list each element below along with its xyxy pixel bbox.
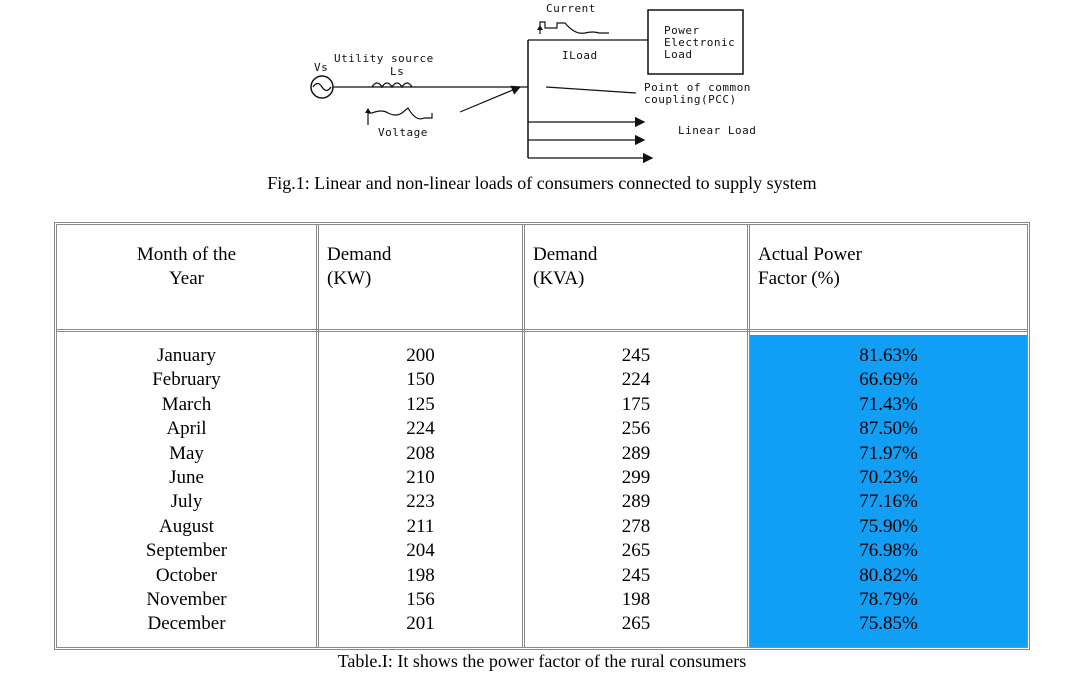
cell-kva: 289 — [621, 442, 651, 464]
header-power-factor: Actual Power Factor (%) — [758, 244, 862, 289]
ac-source-symbol — [311, 76, 333, 98]
cell-month: November — [146, 589, 227, 611]
circuit-diagram — [0, 0, 1068, 170]
cell-month: May — [169, 442, 204, 464]
ls-label: Ls — [390, 65, 405, 78]
pcc-label: Point of common coupling(PCC) — [644, 81, 751, 106]
utility-source-label: Utility source — [334, 52, 434, 65]
cell-month: January — [156, 345, 217, 366]
current-label: Current — [546, 2, 596, 15]
cell-month: April — [166, 418, 207, 440]
cell-kva: 289 — [621, 491, 651, 513]
cell-kva: 175 — [621, 393, 651, 415]
voltage-waveform — [368, 108, 432, 125]
cell-pf: 80.82% — [859, 564, 918, 586]
cell-kw: 200 — [406, 345, 435, 366]
cell-month: August — [159, 515, 214, 537]
cell-pf: 75.85% — [859, 613, 918, 635]
cell-pf: 70.23% — [859, 467, 918, 489]
cell-kw: 156 — [406, 589, 435, 611]
cell-month: March — [161, 393, 212, 415]
month-column — [57, 344, 316, 637]
cell-pf: 87.50% — [859, 418, 918, 440]
current-waveform — [540, 22, 609, 34]
figure-caption: Fig.1: Linear and non-linear loads of consumers connected to supply system — [267, 173, 817, 193]
pcc-pointer — [546, 87, 636, 93]
cell-month: June — [169, 467, 204, 489]
cell-month: February — [152, 369, 221, 391]
cell-kw: 201 — [406, 613, 435, 635]
cell-pf: 75.90% — [859, 515, 918, 537]
cell-kva: 198 — [621, 589, 651, 611]
cell-pf: 78.79% — [859, 589, 918, 611]
cell-kw: 211 — [406, 515, 435, 537]
cell-pf: 77.16% — [859, 491, 918, 513]
cell-kw: 223 — [406, 491, 435, 513]
cell-kva: 265 — [621, 613, 651, 635]
cell-kw: 198 — [406, 564, 435, 586]
circuit-figure — [0, 0, 1068, 170]
cell-pf: 81.63% — [859, 345, 918, 366]
cell-kw: 224 — [406, 418, 435, 440]
cell-kva: 245 — [621, 564, 651, 586]
cell-kw: 204 — [406, 540, 435, 562]
header-demand-kva: Demand (KVA) — [533, 244, 598, 289]
cell-month: December — [147, 613, 226, 635]
cell-kva: 299 — [621, 467, 651, 489]
iload-label: ILoad — [562, 49, 598, 62]
power-electronic-label: Power Electronic Load — [664, 24, 736, 61]
cell-month: July — [170, 491, 203, 513]
cell-kva: 278 — [621, 515, 651, 537]
cell-pf: 71.97% — [859, 442, 918, 464]
cell-pf: 76.98% — [859, 540, 918, 562]
header-demand-kw: Demand (KW) — [327, 244, 392, 289]
cell-kva: 265 — [621, 540, 651, 562]
power-factor-table — [54, 222, 1030, 650]
cell-pf: 71.43% — [859, 393, 918, 415]
cell-kva: 256 — [621, 418, 651, 440]
vs-label: Vs — [314, 61, 329, 74]
pf-column — [750, 344, 1027, 637]
table-caption: Table.I: It shows the power factor of the rural consumers — [337, 651, 747, 671]
linear-load-label: Linear Load — [678, 124, 757, 137]
cell-month: September — [145, 540, 228, 562]
kw-column — [319, 344, 522, 637]
cell-kva: 224 — [621, 369, 651, 391]
cell-kva: 245 — [621, 345, 651, 366]
cell-kw: 210 — [406, 467, 435, 489]
cell-month: October — [155, 564, 218, 586]
cell-kw: 208 — [406, 442, 435, 464]
kva-column — [525, 344, 747, 637]
cell-pf: 66.69% — [859, 369, 918, 391]
header-month: Month of the Year — [136, 244, 237, 289]
voltage-label: Voltage — [378, 126, 428, 139]
cell-kw: 150 — [406, 369, 435, 391]
cell-kw: 125 — [406, 393, 435, 415]
